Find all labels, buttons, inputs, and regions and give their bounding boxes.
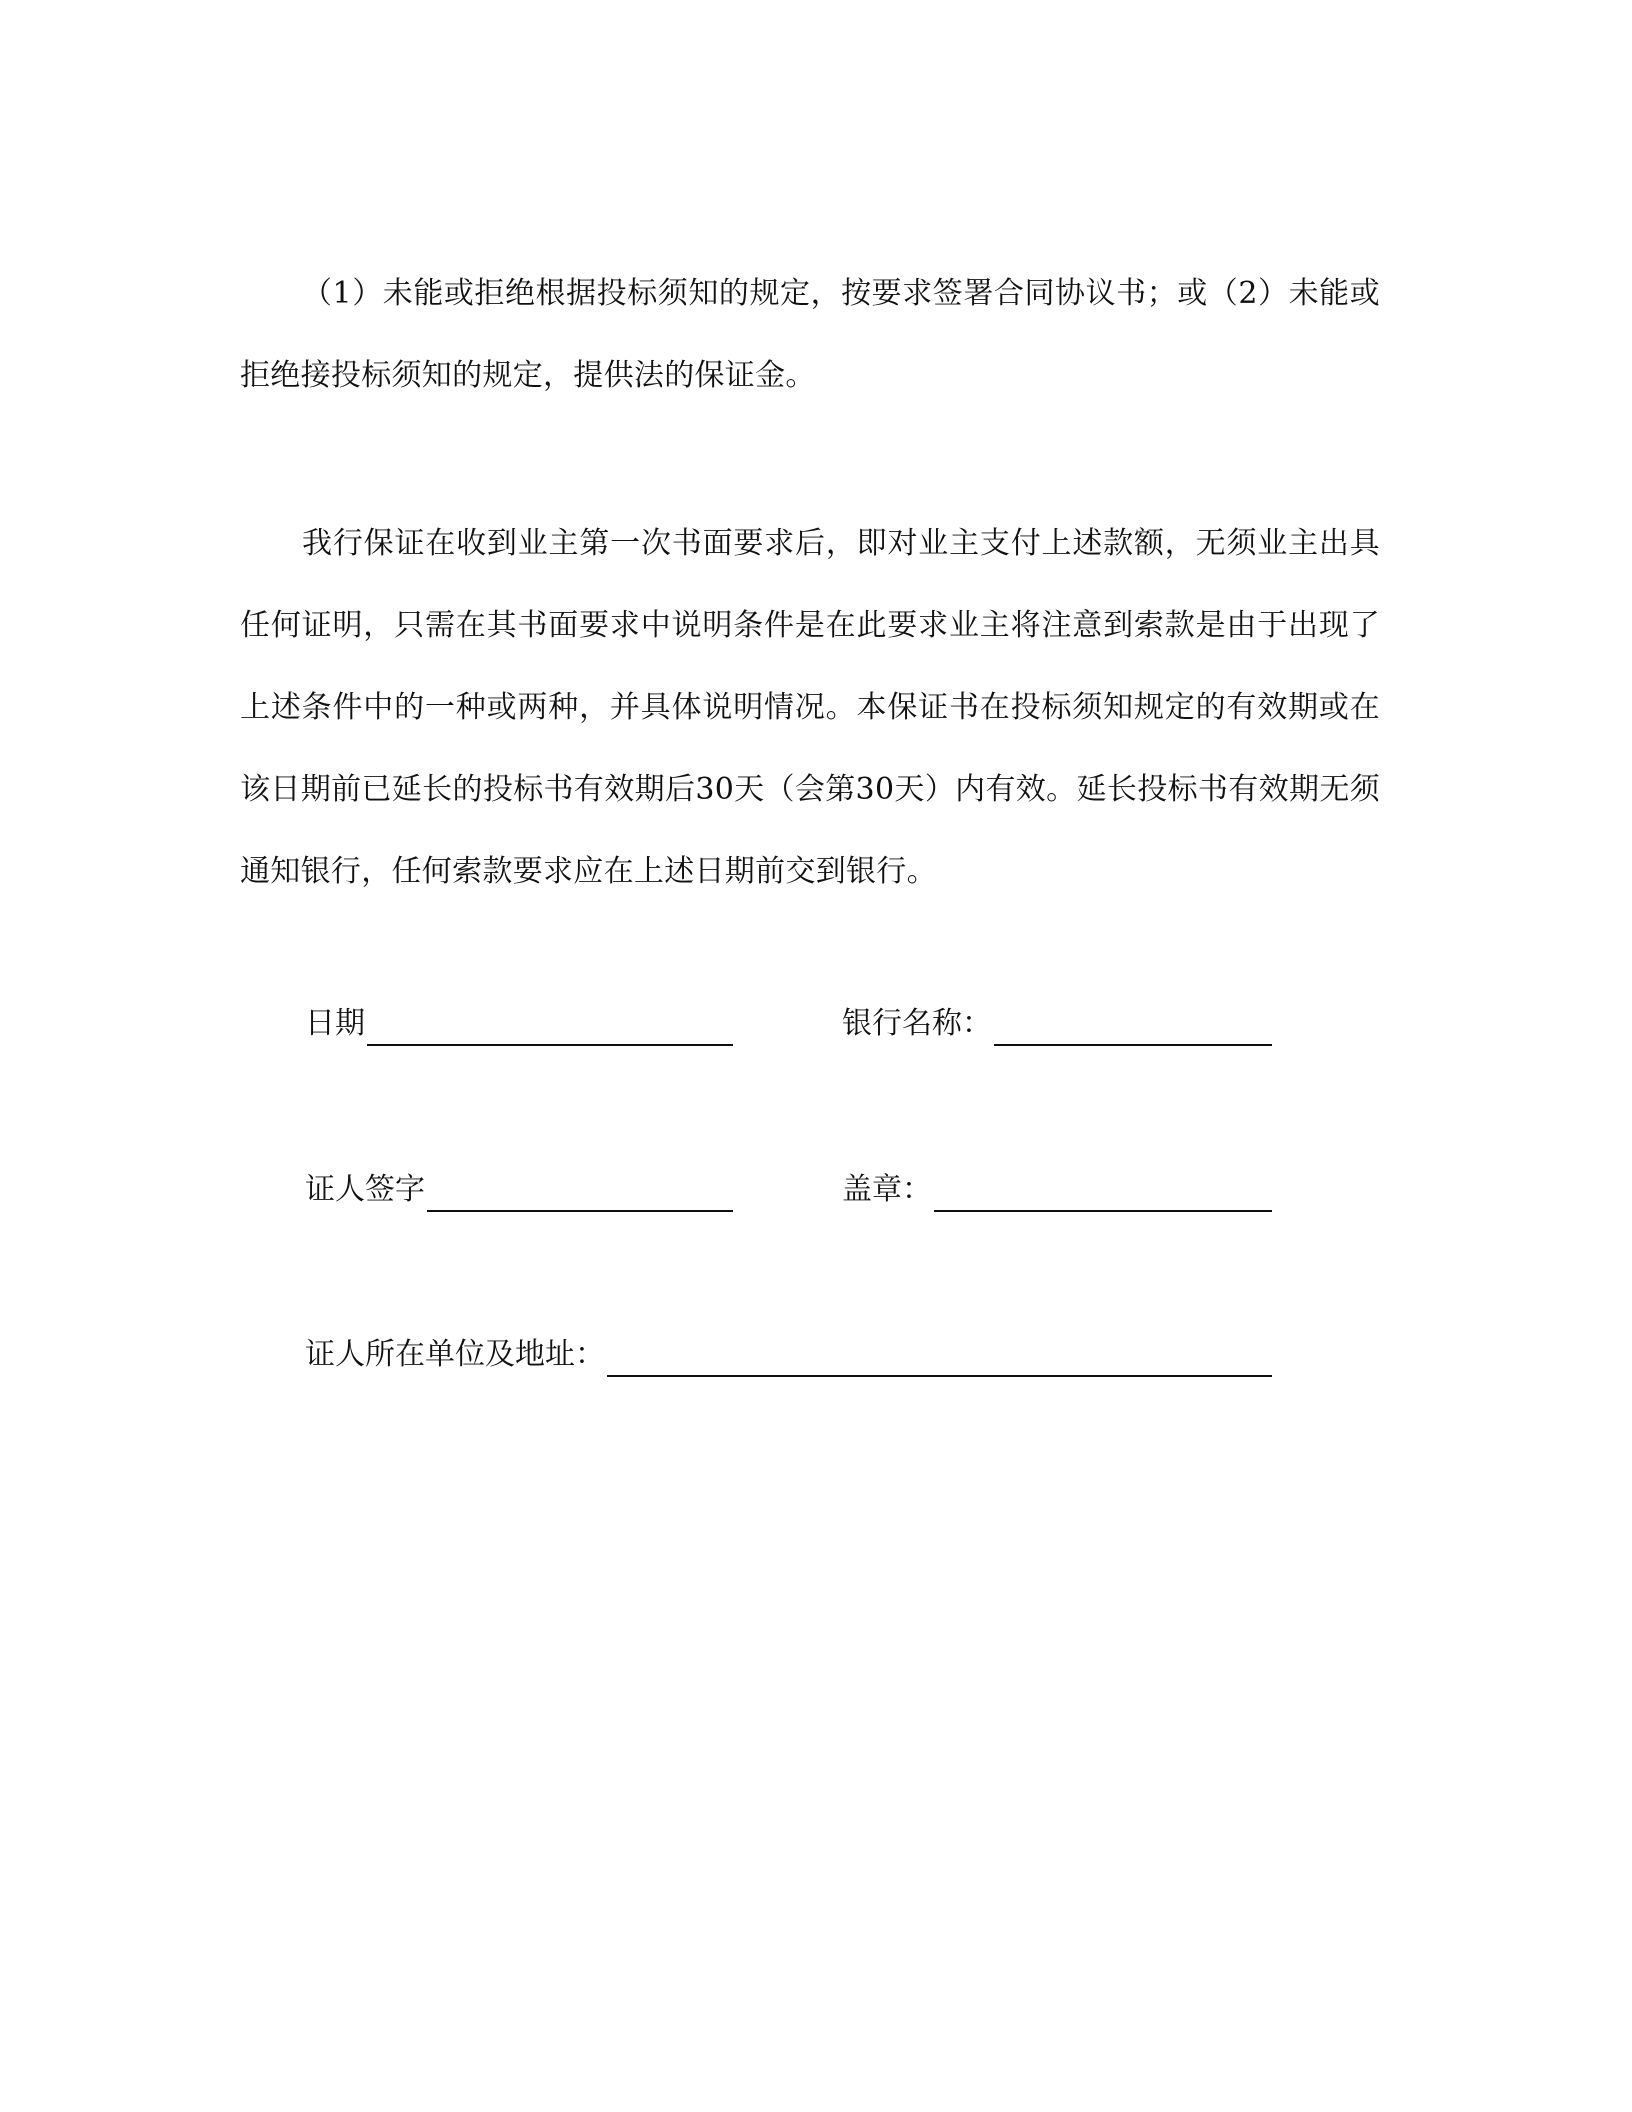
bank-name-field — [842, 1002, 1272, 1046]
bank-name-blank-line[interactable] — [994, 1004, 1272, 1046]
seal-label: 盖章： — [842, 1172, 932, 1207]
witness-address-blank-line[interactable] — [607, 1335, 1272, 1377]
seal-field — [842, 1168, 1272, 1212]
witness-address-field — [305, 1333, 1272, 1377]
witness-signature-label: 证人签字 — [305, 1172, 425, 1207]
seal-blank-line[interactable] — [934, 1170, 1272, 1212]
witness-signature-field — [305, 1168, 733, 1212]
witness-address-label: 证人所在单位及地址： — [305, 1337, 605, 1372]
date-label: 日期 — [305, 1006, 365, 1041]
witness-signature-blank-line[interactable] — [427, 1170, 733, 1212]
bank-name-label: 银行名称： — [842, 1006, 992, 1041]
date-blank-line[interactable] — [367, 1004, 733, 1046]
date-field — [305, 1002, 733, 1046]
paragraph-guarantee-terms: 我行保证在收到业主第一次书面要求后，即对业主支付上述款额，无须业主出具任何证明，只需在其书面要求中说明条件是在此要求业主将注意到索款是由于出现了上述条件中的一种或两种，并具体说明情况。本保证书在投标须知规定的有效期或在该日期前已延长的投标书有效期后30天（会第30天）内有效。延长投标书有效期无须通知银行，任何索款要求应在上述日期前交到银行。 — [240, 526, 1380, 889]
paragraph-conditions: （1）未能或拒绝根据投标须知的规定，按要求签署合同协议书；或（2）未能或拒绝接投标须知的规定，提供法的保证金。 — [240, 276, 1380, 393]
